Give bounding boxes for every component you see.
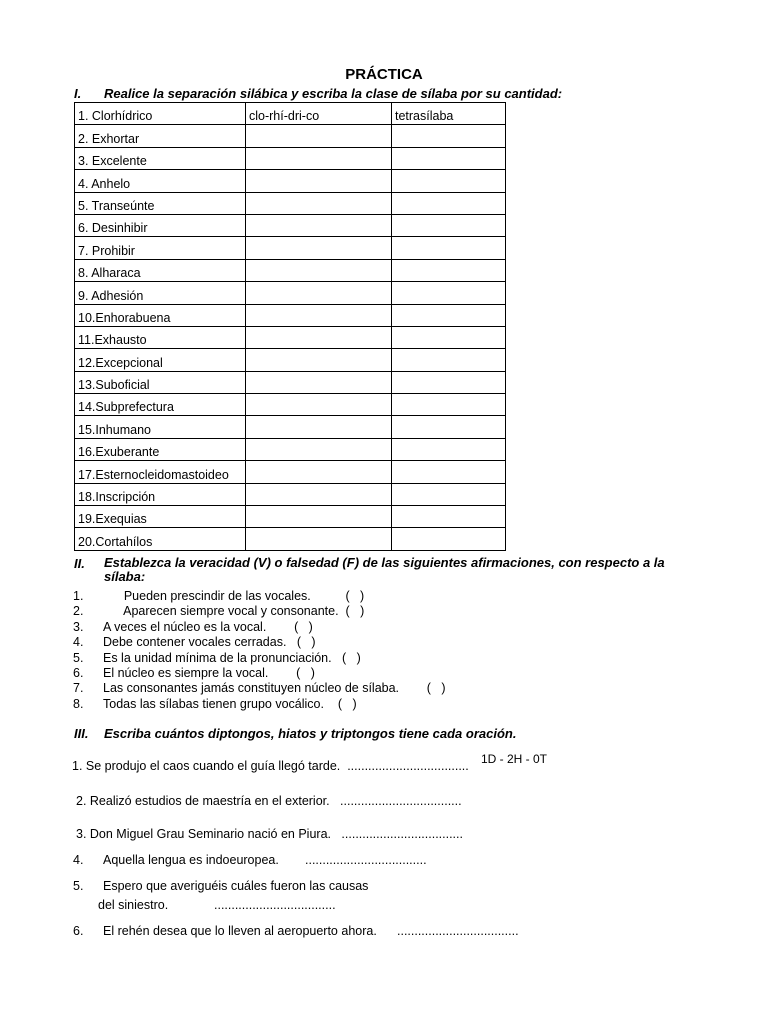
statement-text: Todas las sílabas tienen grupo vocálico. ( ) bbox=[103, 697, 357, 711]
answer-blank[interactable]: ................................... bbox=[340, 794, 462, 808]
word-cell: 12.Excepcional bbox=[75, 349, 246, 371]
answer-blank[interactable]: ................................... bbox=[341, 827, 463, 841]
syllable-separation-cell[interactable] bbox=[246, 349, 392, 371]
syllable-separation-cell[interactable] bbox=[246, 371, 392, 393]
page-title: PRÁCTICA bbox=[345, 66, 423, 83]
statement-text: Pueden prescindir de las vocales. ( ) bbox=[103, 589, 365, 603]
syllable-class-cell[interactable] bbox=[392, 170, 506, 192]
syllable-separation-cell[interactable] bbox=[246, 416, 392, 438]
statement-number: 4. bbox=[73, 635, 84, 649]
word-cell: 7. Prohibir bbox=[75, 237, 246, 259]
table-row bbox=[75, 461, 506, 483]
syllable-class-cell[interactable] bbox=[392, 304, 506, 326]
statement-number: 5. bbox=[73, 651, 84, 665]
table-row bbox=[75, 192, 506, 214]
syllable-class-cell[interactable] bbox=[392, 326, 506, 348]
sentence-text: Espero que averiguéis cuáles fueron las causas bbox=[103, 879, 369, 893]
word-cell: 13.Suboficial bbox=[75, 371, 246, 393]
syllable-separation-cell[interactable] bbox=[246, 282, 392, 304]
sentence-1 bbox=[72, 759, 469, 773]
section-2-heading bbox=[74, 556, 674, 586]
syllable-separation-cell[interactable] bbox=[246, 237, 392, 259]
syllable-separation-cell[interactable] bbox=[246, 528, 392, 550]
table-row bbox=[75, 349, 506, 371]
sentence-number: 5. bbox=[73, 879, 84, 893]
word-cell: 8. Alharaca bbox=[75, 259, 246, 281]
section-3-heading bbox=[74, 726, 674, 742]
sentence-text: 3. Don Miguel Grau Seminario nació en Piura. bbox=[76, 827, 331, 841]
syllable-separation-cell[interactable] bbox=[246, 192, 392, 214]
statement-number: 3. bbox=[73, 620, 84, 634]
table-row bbox=[75, 371, 506, 393]
word-cell: 1. Clorhídrico bbox=[75, 103, 246, 125]
word-cell: 20.Cortahílos bbox=[75, 528, 246, 550]
answer-blank[interactable]: ................................... bbox=[305, 853, 427, 867]
section-1-heading bbox=[74, 86, 694, 102]
section-3-instruction: Escriba cuántos diptongos, hiatos y triptongos tiene cada oración. bbox=[104, 726, 517, 741]
word-cell: 11.Exhausto bbox=[75, 326, 246, 348]
syllable-separation-cell[interactable] bbox=[246, 483, 392, 505]
syllable-separation-cell[interactable] bbox=[246, 147, 392, 169]
syllable-class-cell[interactable] bbox=[392, 125, 506, 147]
syllable-class-cell[interactable] bbox=[392, 483, 506, 505]
syllable-separation-cell[interactable] bbox=[246, 125, 392, 147]
syllable-separation-cell[interactable] bbox=[246, 259, 392, 281]
table-row bbox=[75, 394, 506, 416]
word-cell: 15.Inhumano bbox=[75, 416, 246, 438]
syllable-separation-cell[interactable] bbox=[246, 170, 392, 192]
sentence-2 bbox=[76, 794, 462, 808]
sentence-text-continued: del siniestro. bbox=[98, 898, 169, 912]
word-cell: 6. Desinhibir bbox=[75, 214, 246, 236]
table-row bbox=[75, 304, 506, 326]
sentence-text: 2. Realizó estudios de maestría en el exterior. bbox=[76, 794, 330, 808]
syllable-separation-cell[interactable] bbox=[246, 438, 392, 460]
word-cell: 16.Exuberante bbox=[75, 438, 246, 460]
statement-text: Debe contener vocales cerradas. ( ) bbox=[103, 635, 316, 649]
word-cell: 18.Inscripción bbox=[75, 483, 246, 505]
sentence-3 bbox=[76, 827, 463, 841]
word-cell: 5. Transeúnte bbox=[75, 192, 246, 214]
syllable-table bbox=[74, 102, 506, 551]
statement-item bbox=[73, 697, 673, 712]
statement-text: Aparecen siempre vocal y consonante. ( ) bbox=[103, 604, 365, 618]
syllable-class-cell[interactable] bbox=[392, 237, 506, 259]
table-row bbox=[75, 125, 506, 147]
sentence-text: Aquella lengua es indoeuropea. bbox=[103, 853, 279, 867]
syllable-separation-cell[interactable] bbox=[246, 304, 392, 326]
section-2-instruction: Establezca la veracidad (V) o falsedad (F) de las siguientes afirmaciones, con respecto a la sílaba: bbox=[104, 555, 665, 584]
statement-text: Las consonantes jamás constituyen núcleo de sílaba. ( ) bbox=[103, 681, 446, 695]
table-row bbox=[75, 103, 506, 125]
syllable-class-cell[interactable] bbox=[392, 506, 506, 528]
word-cell: 17.Esternocleidomastoideo bbox=[75, 461, 246, 483]
syllable-class-cell[interactable] bbox=[392, 349, 506, 371]
word-cell: 19.Exequias bbox=[75, 506, 246, 528]
syllable-class-cell[interactable] bbox=[392, 282, 506, 304]
table-row bbox=[75, 528, 506, 550]
syllable-separation-cell[interactable] bbox=[246, 506, 392, 528]
word-cell: 3. Excelente bbox=[75, 147, 246, 169]
table-row bbox=[75, 214, 506, 236]
table-row bbox=[75, 147, 506, 169]
statement-number: 6. bbox=[73, 666, 84, 680]
answer-blank[interactable]: ................................... bbox=[214, 898, 336, 912]
statement-item bbox=[73, 604, 673, 619]
statement-item bbox=[73, 589, 673, 604]
word-cell: 2. Exhortar bbox=[75, 125, 246, 147]
syllable-separation-cell[interactable] bbox=[246, 214, 392, 236]
sentence-number: 4. bbox=[73, 853, 84, 867]
answer-blank[interactable]: ................................... bbox=[347, 759, 469, 773]
syllable-separation-cell[interactable] bbox=[246, 326, 392, 348]
syllable-separation-cell[interactable]: clo-rhí-dri-co bbox=[246, 103, 392, 125]
section-1-numeral: I. bbox=[74, 86, 82, 101]
statement-item bbox=[73, 651, 673, 666]
statement-item bbox=[73, 666, 673, 681]
sentence-text: 1. Se produjo el caos cuando el guía llegó tarde. bbox=[72, 759, 341, 773]
word-cell: 9. Adhesión bbox=[75, 282, 246, 304]
table-row bbox=[75, 259, 506, 281]
statement-item bbox=[73, 620, 673, 635]
table-row bbox=[75, 483, 506, 505]
statement-number: 7. bbox=[73, 681, 84, 695]
syllable-class-cell[interactable] bbox=[392, 259, 506, 281]
section-3-numeral: III. bbox=[74, 726, 89, 741]
syllable-class-cell[interactable] bbox=[392, 461, 506, 483]
syllable-class-cell[interactable] bbox=[392, 394, 506, 416]
syllable-class-cell[interactable] bbox=[392, 371, 506, 393]
section-1-instruction: Realice la separación silábica y escriba la clase de sílaba por su cantidad: bbox=[104, 86, 563, 101]
table-row bbox=[75, 416, 506, 438]
table-row bbox=[75, 438, 506, 460]
section-2-numeral: II. bbox=[74, 556, 85, 571]
syllable-class-cell[interactable] bbox=[392, 192, 506, 214]
word-cell: 14.Subprefectura bbox=[75, 394, 246, 416]
statement-text: A veces el núcleo es la vocal. ( ) bbox=[103, 620, 313, 634]
word-cell: 4. Anhelo bbox=[75, 170, 246, 192]
table-row bbox=[75, 326, 506, 348]
statement-item bbox=[73, 681, 673, 696]
statement-item bbox=[73, 635, 673, 650]
syllable-separation-cell[interactable] bbox=[246, 461, 392, 483]
table-row bbox=[75, 237, 506, 259]
statement-number: 8. bbox=[73, 697, 84, 711]
syllable-class-cell[interactable] bbox=[392, 214, 506, 236]
table-row bbox=[75, 506, 506, 528]
table-row bbox=[75, 170, 506, 192]
table-row bbox=[75, 282, 506, 304]
word-cell: 10.Enhorabuena bbox=[75, 304, 246, 326]
syllable-separation-cell[interactable] bbox=[246, 394, 392, 416]
syllable-class-cell[interactable] bbox=[392, 438, 506, 460]
statement-number: 2. bbox=[73, 604, 84, 618]
syllable-class-cell[interactable] bbox=[392, 147, 506, 169]
statement-number: 1. bbox=[73, 589, 84, 603]
statement-text: El núcleo es siempre la vocal. ( ) bbox=[103, 666, 315, 680]
syllable-class-cell[interactable] bbox=[392, 416, 506, 438]
syllable-class-cell[interactable] bbox=[392, 528, 506, 550]
statement-text: Es la unidad mínima de la pronunciación. ( ) bbox=[103, 651, 361, 665]
answer-blank[interactable]: ................................... bbox=[397, 924, 519, 938]
syllable-class-cell[interactable]: tetrasílaba bbox=[392, 103, 506, 125]
sentence-text: El rehén desea que lo lleven al aeropuerto ahora. bbox=[103, 924, 377, 938]
example-answer: 1D - 2H - 0T bbox=[481, 752, 548, 766]
sentence-number: 6. bbox=[73, 924, 84, 938]
